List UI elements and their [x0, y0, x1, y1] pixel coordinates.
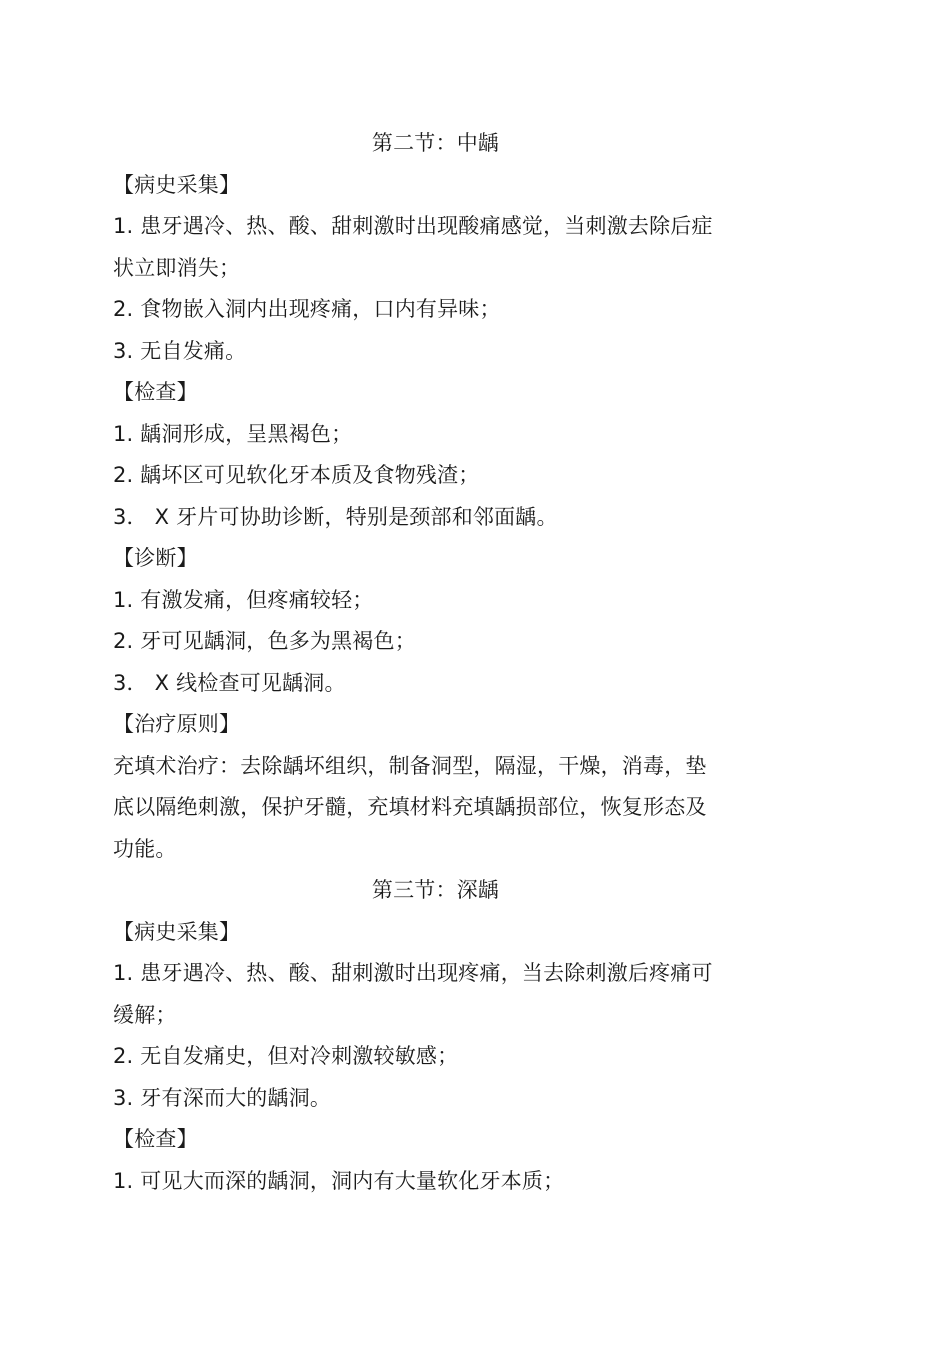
paragraph-line: 3． X 线检查可见龋洞。	[113, 670, 346, 695]
paragraph-line: 充填术治疗：去除龋坏组织，制备洞型，隔湿，干燥，消毒，垫	[113, 753, 707, 778]
paragraph-line: 2. 无自发痛史，但对冷刺激较敏感；	[113, 1044, 459, 1068]
paragraph-line: 1. 有激发痛，但疼痛较轻；	[113, 587, 374, 612]
paragraph-line: 缓解；	[113, 1002, 177, 1027]
paragraph-line: 2. 食物嵌入洞内出现疼痛，口内有异味；	[113, 297, 501, 321]
paragraph-line: 1. 可见大而深的龋洞，洞内有大量软化牙本质；	[113, 1168, 565, 1193]
treatment-heading: 【治疗原则】	[113, 712, 241, 736]
paragraph-line: 3. 无自发痛。	[113, 338, 247, 363]
paragraph-line: 2. 牙可见龋洞，色多为黑褐色；	[113, 629, 416, 653]
paragraph-line: 2. 龋坏区可见软化牙本质及食物残渣；	[113, 463, 480, 487]
paragraph-line: 底以隔绝刺激，保护牙髓，充填材料充填龋损部位，恢复形态及	[113, 795, 707, 819]
paragraph-line: 3． X 牙片可协助诊断，特别是颈部和邻面龋。	[113, 504, 558, 529]
paragraph-line: 1. 患牙遇冷、热、酸、甜刺激时出现酸痛感觉，当刺激去除后症	[113, 214, 713, 238]
paragraph-line: 状立即消失；	[113, 255, 241, 280]
document-body	[113, 123, 758, 1202]
section-title: 第三节：深龋	[371, 878, 500, 902]
paragraph-line: 功能。	[113, 836, 177, 861]
exam-heading: 【检查】	[113, 380, 198, 404]
paragraph-line: 1. 患牙遇冷、热、酸、甜刺激时出现疼痛，当去除刺激后疼痛可	[113, 961, 713, 985]
diagnosis-heading: 【诊断】	[113, 546, 198, 570]
section-title: 第二节：中龋	[371, 131, 500, 155]
paragraph-line: 3. 牙有深而大的龋洞。	[113, 1085, 332, 1110]
paragraph-line: 1. 龋洞形成，呈黑褐色；	[113, 421, 353, 446]
history-heading: 【病史采集】	[113, 172, 241, 197]
exam-heading: 【检查】	[113, 1127, 198, 1151]
history-heading: 【病史采集】	[113, 919, 241, 944]
